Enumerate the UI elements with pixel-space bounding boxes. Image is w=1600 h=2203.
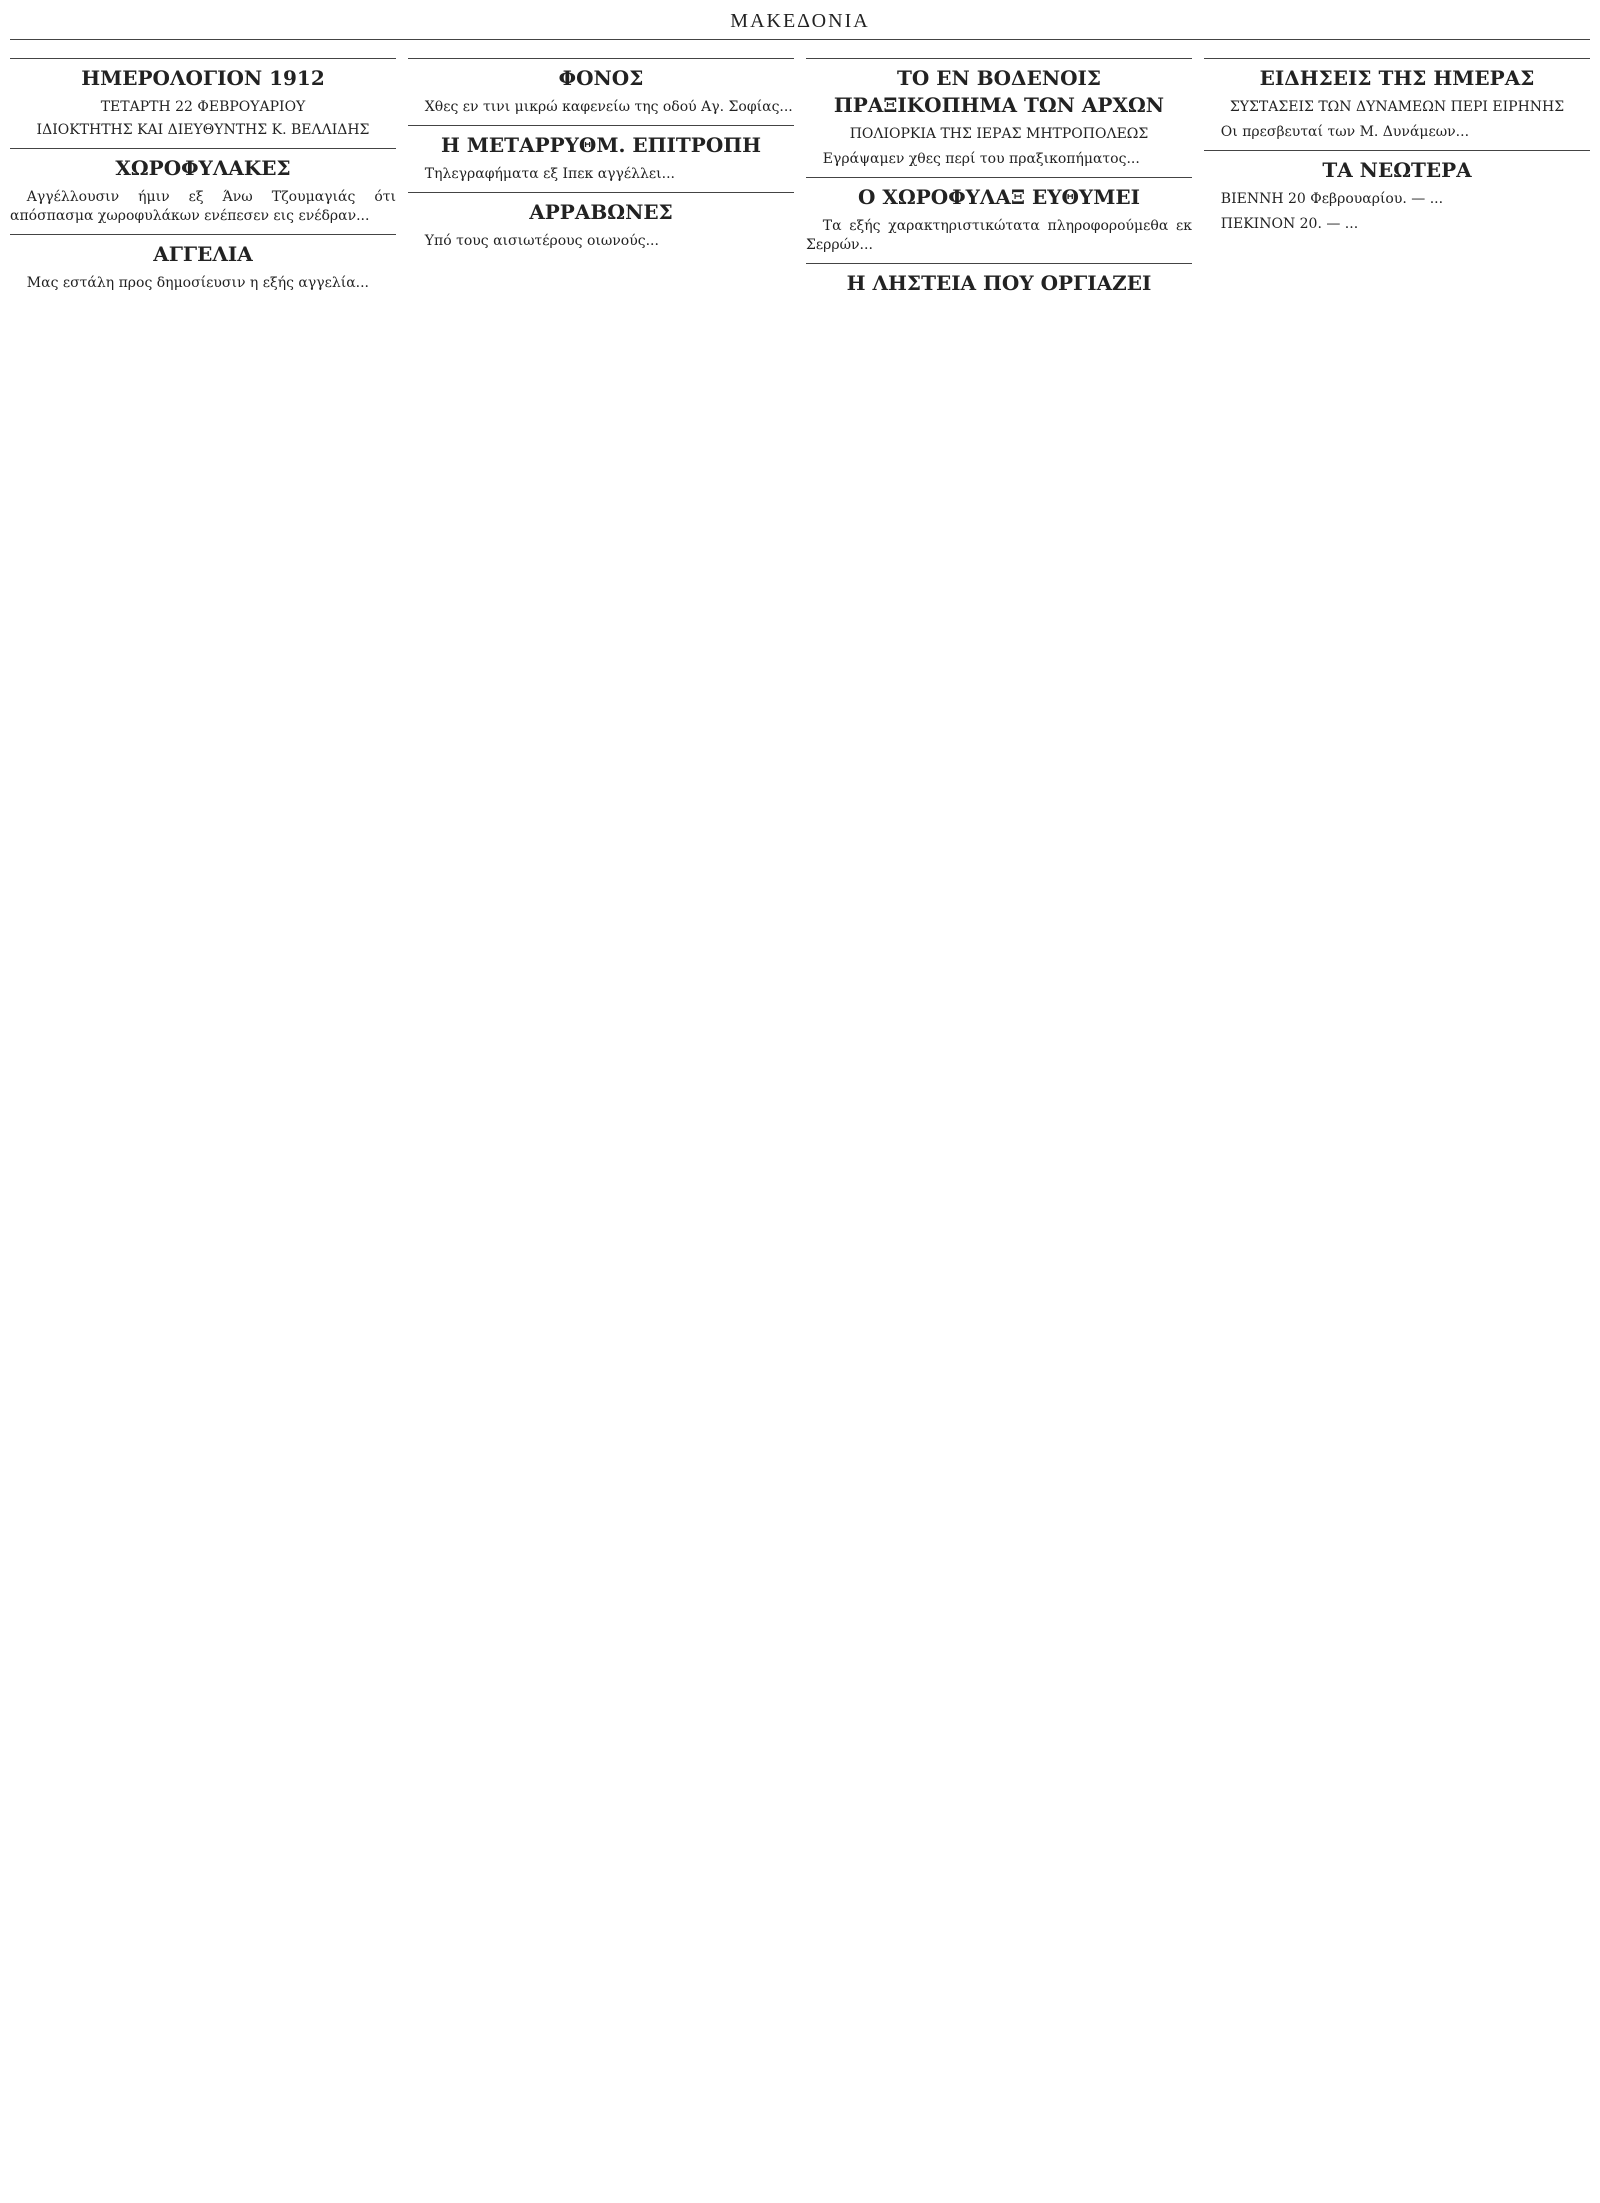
- section-heading: Η ΛΗΣΤΕΙΑ ΠΟΥ ΟΡΓΙΑΖΕΙ: [806, 263, 1192, 297]
- newspaper-page: [10, 10, 1590, 2183]
- section-heading: Η ΜΕΤΑΡΡΥΘΜ. ΕΠΙΤΡΟΠΗ: [408, 125, 794, 159]
- subheading: ΙΔΙΟΚΤΗΤΗΣ ΚΑΙ ΔΙΕΥΘΥΝΤΗΣ Κ. ΒΕΛΛΙΔΗΣ: [36, 121, 370, 138]
- article-paragraph: Υπό τους αισιωτέρους οιωνούς...: [424, 232, 659, 249]
- article-paragraph: Χθες εν τινι μικρώ καφενείω της οδού Αγ. Σοφίας...: [424, 99, 793, 115]
- section-heading: ΤΑ ΝΕΩΤΕΡΑ: [1204, 150, 1590, 184]
- article-paragraph: Μας εστάλη προς δημοσίευσιν η εξής αγγελία...: [26, 274, 369, 291]
- column-1: [10, 50, 396, 303]
- section-heading: Ο ΧΩΡΟΦΥΛΑΞ ΕΥΘΥΜΕΙ: [806, 177, 1192, 211]
- article-paragraph: Αγγέλλουσιν ήμιν εξ Άνω Τζουμαγιάς ότι απόσπασμα χωροφυλάκων ενέπεσεν εις ενέδραν...: [10, 188, 396, 224]
- article-paragraph: Τα εξής χαρακτηριστικώτατα πληροφορούμεθα εκ Σερρών...: [806, 217, 1192, 253]
- masthead: ΜΑΚΕΔΟΝΙΑ: [10, 10, 1590, 40]
- column-2: [408, 50, 794, 303]
- section-heading: ΕΙΔΗΣΕΙΣ ΤΗΣ ΗΜΕΡΑΣ: [1204, 58, 1590, 92]
- article-paragraph: Οι πρεσβευταί των Μ. Δυνάμεων...: [1220, 123, 1470, 140]
- section-heading: ΧΩΡΟΦΥΛΑΚΕΣ: [10, 148, 396, 182]
- section-heading: ΦΟΝΟΣ: [408, 58, 794, 92]
- subheading: ΤΕΤΑΡΤΗ 22 ΦΕΒΡΟΥΑΡΙΟΥ: [100, 99, 306, 115]
- section-heading: ΗΜΕΡΟΛΟΓΙΟΝ 1912: [10, 58, 396, 92]
- article-paragraph: ΠΕΚΙΝΟΝ 20. — ...: [1220, 215, 1359, 232]
- section-heading: ΤΟ ΕΝ ΒΟΔΕΝΟΙΣ ΠΡΑΞΙΚΟΠΗΜΑ ΤΩΝ ΑΡΧΩΝ: [806, 58, 1192, 119]
- columns: [10, 50, 1590, 303]
- article-paragraph: ΒΙΕΝΝΗ 20 Φεβρουαρίου. — ...: [1220, 190, 1444, 207]
- section-heading: ΑΡΡΑΒΩΝΕΣ: [408, 192, 794, 226]
- column-4: [1204, 50, 1590, 303]
- article-paragraph: Εγράψαμεν χθες περί του πραξικοπήματος...: [822, 150, 1140, 167]
- section-heading: ΑΓΓΕΛΙΑ: [10, 234, 396, 268]
- subheading: ΠΟΛΙΟΡΚΙΑ ΤΗΣ ΙΕΡΑΣ ΜΗΤΡΟΠΟΛΕΩΣ: [849, 126, 1149, 142]
- article-paragraph: Τηλεγραφήματα εξ Ιπεκ αγγέλλει...: [424, 165, 675, 182]
- column-3: [806, 50, 1192, 303]
- subheading: ΣΥΣΤΑΣΕΙΣ ΤΩΝ ΔΥΝΑΜΕΩΝ ΠΕΡΙ ΕΙΡΗΝΗΣ: [1229, 99, 1565, 115]
